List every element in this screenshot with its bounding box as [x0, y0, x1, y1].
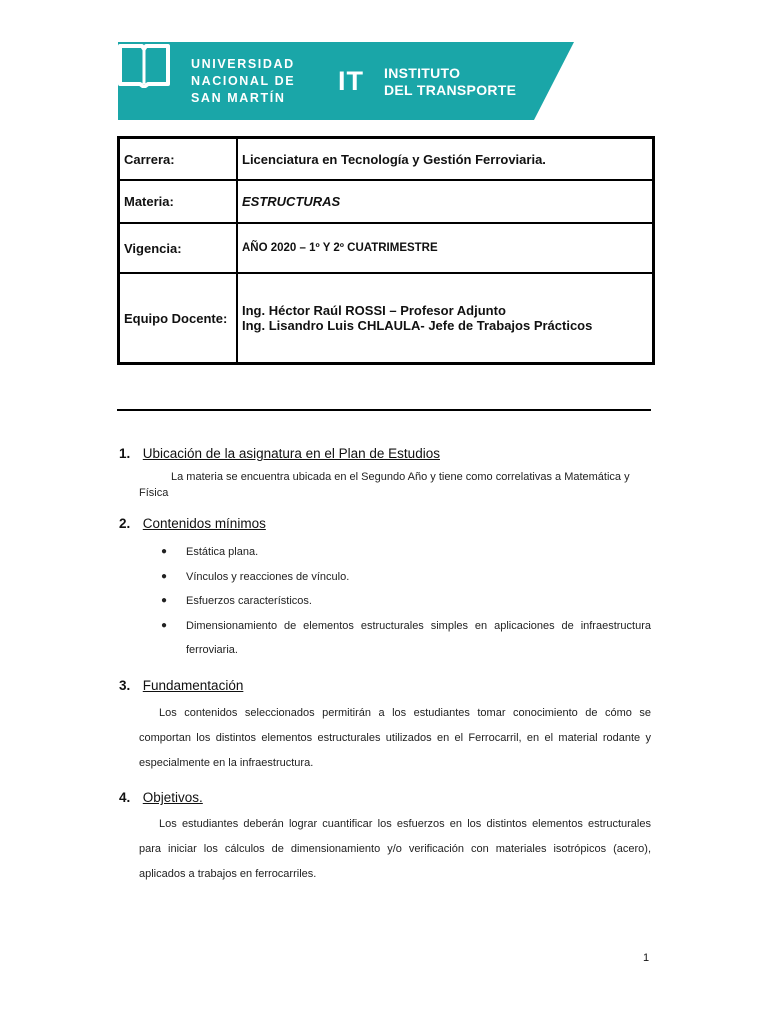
page-number: 1: [643, 952, 650, 964]
contents-bullet-list: [161, 540, 651, 663]
open-book-icon: [118, 42, 170, 88]
section-title: Contenidos mínimos: [142, 516, 266, 531]
institute-line: DEL TRANSPORTE: [384, 82, 517, 98]
table-row: [119, 138, 654, 181]
section-number: 3.: [119, 678, 131, 693]
list-item-text: Esfuerzos característicos.: [186, 595, 312, 607]
university-name: [191, 56, 295, 107]
row-label: Carrera:: [119, 138, 238, 181]
section-title: Fundamentación: [142, 678, 244, 693]
course-info-table: [117, 136, 655, 365]
validity-value: AÑO 2020 – 1º Y 2º CUATRIMESTRE: [237, 223, 654, 273]
university-line: UNIVERSIDAD: [191, 57, 295, 71]
section-heading: [119, 790, 203, 805]
section-heading: [119, 678, 243, 693]
list-item: [161, 589, 651, 614]
horizontal-divider: [117, 409, 651, 411]
career-value: Licenciatura en Tecnología y Gestión Ferroviaria.: [237, 138, 654, 181]
list-item: [161, 540, 651, 565]
list-item-text: Dimensionamiento de elementos estructurales simples en aplicaciones de infraestructura ferroviaria.: [186, 619, 651, 656]
bullet-icon: ●: [161, 570, 168, 582]
section-number: 2.: [119, 516, 131, 531]
list-item-text: Estática plana.: [186, 546, 259, 558]
section-paragraph: Los estudiantes deberán lograr cuantificar los esfuerzos en los distintos elementos estructurales para iniciar los cálculos de dimensionamiento y/o verificación con materiales isotrópicos (acero), aplicados a trabajos en ferrocarriles.: [139, 818, 651, 880]
section-paragraph: La materia se encuentra ubicada en el Segundo Año y tiene como correlativas a Matemática y Física: [139, 471, 630, 499]
section-number: 1.: [119, 446, 131, 461]
section-number: 4.: [119, 790, 131, 805]
institute-line: INSTITUTO: [384, 65, 461, 81]
row-label: Equipo Docente:: [119, 273, 238, 364]
it-logo-mark: IT: [338, 66, 364, 96]
teacher-line: Ing. Héctor Raúl ROSSI – Profesor Adjunto: [242, 303, 506, 318]
teacher-line: Ing. Lisandro Luis CHLAULA- Jefe de Trabajos Prácticos: [242, 318, 593, 333]
teaching-team-value: [237, 273, 654, 364]
table-row: [119, 223, 654, 273]
subject-value: ESTRUCTURAS: [237, 180, 654, 223]
section-paragraph: Los contenidos seleccionados permitirán a los estudiantes tomar conocimiento de cómo se comportan los distintos elementos estructurales utilizados en el Ferrocarril, en el material rodante y especialmente en la infraestructura.: [139, 707, 651, 769]
list-item: [161, 565, 651, 590]
university-line: SAN MARTÍN: [191, 91, 286, 105]
table-row: [119, 180, 654, 223]
table-row: [119, 273, 654, 364]
bullet-icon: ●: [161, 619, 168, 631]
row-label: Materia:: [119, 180, 238, 223]
list-item: [161, 614, 651, 663]
section-title: Ubicación de la asignatura en el Plan de Estudios: [142, 446, 440, 461]
bullet-icon: ●: [161, 546, 168, 557]
row-label: Vigencia:: [119, 223, 238, 273]
header-banner: [118, 42, 574, 120]
bullet-icon: ●: [161, 595, 168, 606]
list-item-text: Vínculos y reacciones de vínculo.: [186, 570, 350, 583]
section-heading: [119, 446, 440, 461]
section-title: Objetivos.: [142, 790, 203, 805]
university-line: NACIONAL DE: [191, 74, 296, 88]
section-heading: [119, 516, 266, 531]
institute-name: [384, 65, 516, 99]
